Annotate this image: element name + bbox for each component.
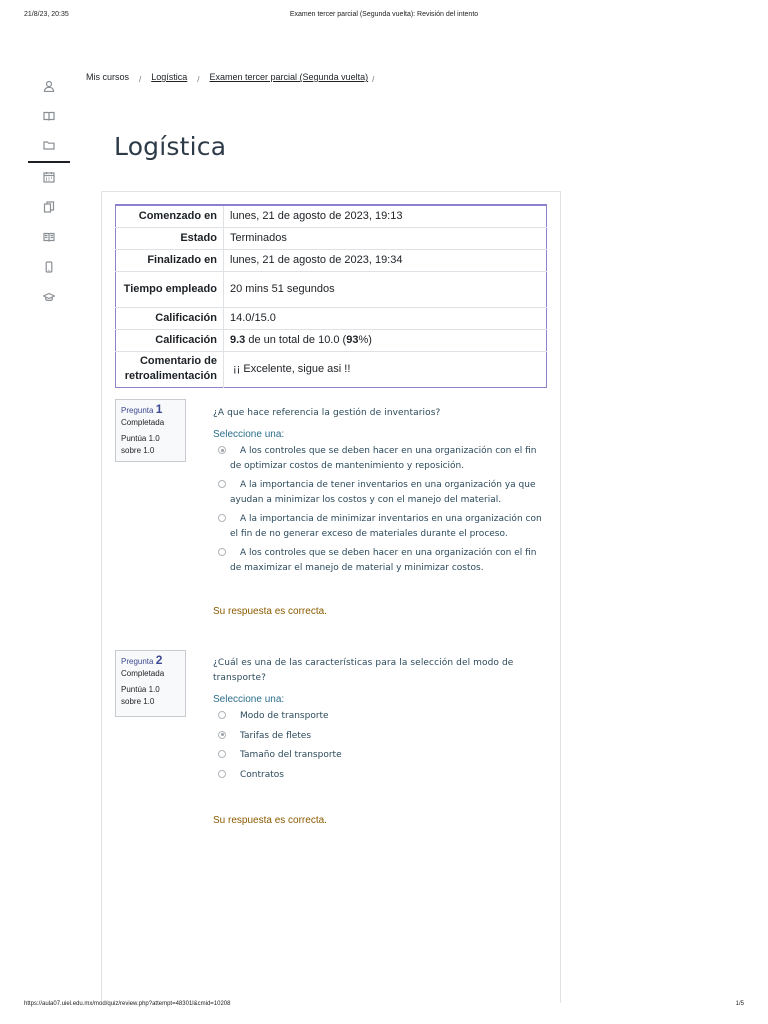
answer-option: [213, 748, 543, 763]
summary-label: Comentario de retroalimentación: [116, 351, 224, 387]
active-nav-indicator: [28, 161, 70, 163]
breadcrumb-quiz[interactable]: Examen tercer parcial (Segunda vuelta): [209, 72, 369, 82]
radio-button-selected[interactable]: [218, 731, 226, 739]
breadcrumb-course[interactable]: Logística: [151, 72, 188, 82]
answer-option: [213, 546, 543, 575]
calendar-icon[interactable]: [28, 166, 70, 188]
summary-label: Finalizado en: [116, 249, 224, 271]
summary-label: Calificación: [116, 329, 224, 351]
grade-percent-suffix: %): [358, 334, 372, 346]
book-icon[interactable]: [28, 105, 70, 127]
breadcrumb: [86, 72, 384, 82]
answer-list: [213, 444, 543, 575]
question-text: ¿A que hace referencia la gestión de inventarios?: [213, 408, 441, 418]
question-text: ¿Cuál es una de las características para la selección del modo de transporte?: [213, 658, 514, 683]
print-footer: [0, 1001, 768, 1013]
summary-label: Comenzado en: [116, 205, 224, 227]
summary-label: Estado: [116, 227, 224, 249]
breadcrumb-mis-cursos[interactable]: Mis cursos: [86, 72, 130, 82]
folder-icon[interactable]: [28, 134, 70, 156]
answer-text: A la importancia de minimizar inventarios en una organización con el fin de no generar exceso de materiales durante el proceso.: [230, 514, 542, 539]
feedback-message: Su respuesta es correcta.: [213, 815, 327, 826]
summary-row: [116, 271, 547, 307]
grade-score: 9.3: [230, 334, 246, 346]
question-info-2: [115, 650, 186, 717]
print-page-number: 1/5: [735, 1001, 744, 1007]
breadcrumb-separator: /: [372, 74, 375, 84]
answer-text: Modo de transporte: [240, 711, 329, 721]
question-label: Pregunta: [121, 406, 154, 415]
question-label: Pregunta: [121, 657, 154, 666]
summary-row: [116, 307, 547, 329]
book-open-icon[interactable]: [28, 226, 70, 248]
summary-grade-value: [224, 329, 547, 351]
summary-label: Tiempo empleado: [116, 271, 224, 307]
print-title: Examen tercer parcial (Segunda vuelta): Revisión del intento: [289, 11, 479, 18]
answer-text: Tarifas de fletes: [240, 730, 312, 741]
summary-row: [116, 205, 547, 227]
print-url: https://aula07.uiel.edu.mx/mod/quiz/review.php?attempt=48301l&cmid=10208: [24, 1001, 231, 1007]
summary-value: Terminados: [224, 227, 547, 249]
radio-button[interactable]: [218, 480, 226, 488]
question-number: 2: [155, 653, 163, 667]
question-state: Completada: [121, 418, 165, 427]
breadcrumb-separator: /: [197, 74, 200, 84]
radio-button[interactable]: [218, 750, 226, 758]
radio-button[interactable]: [218, 711, 226, 719]
user-icon[interactable]: [28, 75, 70, 97]
question-score: Puntúa 1.0: [121, 685, 160, 694]
radio-button[interactable]: [218, 770, 226, 778]
feedback-message: Su respuesta es correcta.: [213, 606, 327, 617]
summary-value: 14.0/15.0: [224, 307, 547, 329]
question-score: Puntúa 1.0: [121, 434, 160, 443]
answer-list: [213, 709, 543, 782]
answer-option: [213, 729, 543, 744]
summary-row: [116, 351, 547, 387]
answer-prompt: Seleccione una:: [213, 429, 285, 440]
question-body-2: [213, 656, 543, 787]
summary-label: Calificación: [116, 307, 224, 329]
question-info-1: [115, 399, 186, 462]
radio-button[interactable]: [218, 514, 226, 522]
copy-icon[interactable]: [28, 196, 70, 218]
answer-prompt: Seleccione una:: [213, 694, 285, 705]
answer-option: [213, 768, 543, 783]
question-score-max: sobre 1.0: [121, 697, 155, 706]
radio-button[interactable]: [218, 548, 226, 556]
answer-option: [213, 512, 543, 541]
page-title: Logística: [114, 132, 227, 161]
answer-option: [213, 478, 543, 507]
summary-value: 20 mins 51 segundos: [224, 271, 547, 307]
question-state: Completada: [121, 669, 165, 678]
grade-total: de un total de 10.0 (: [245, 334, 347, 346]
question-body-1: [213, 406, 543, 580]
print-datetime: 21/8/23, 20:35: [24, 11, 69, 18]
summary-value: lunes, 21 de agosto de 2023, 19:34: [224, 249, 547, 271]
graduation-cap-icon[interactable]: [28, 286, 70, 308]
answer-option: [213, 709, 543, 724]
answer-text: A los controles que se deben hacer en una organización con el fin de maximizar el manejo de material y minimizar costos.: [230, 548, 537, 573]
breadcrumb-separator: /: [139, 74, 142, 84]
question-number: 1: [155, 402, 163, 416]
answer-text: Contratos: [240, 769, 284, 780]
summary-value: lunes, 21 de agosto de 2023, 19:13: [224, 205, 547, 227]
answer-text: Tamaño del transporte: [240, 750, 342, 760]
summary-row: [116, 329, 547, 351]
answer-text: A la importancia de tener inventarios en una organización ya que ayudan a minimizar los costos y con el manejo del material.: [230, 480, 536, 505]
radio-button-selected[interactable]: [218, 446, 226, 454]
summary-row: [116, 249, 547, 271]
summary-value: ¡¡ Excelente, sigue asi !!: [224, 351, 547, 387]
grade-percent: 93: [346, 334, 359, 346]
answer-option: [213, 444, 543, 473]
answer-text: A los controles que se deben hacer en una organización con el fin de optimizar costos de mantenimiento y reposición.: [230, 446, 537, 471]
mobile-icon[interactable]: [28, 256, 70, 278]
summary-row: [116, 227, 547, 249]
print-header: [0, 11, 768, 23]
question-score-max: sobre 1.0: [121, 446, 155, 455]
attempt-summary-table: [115, 204, 547, 388]
